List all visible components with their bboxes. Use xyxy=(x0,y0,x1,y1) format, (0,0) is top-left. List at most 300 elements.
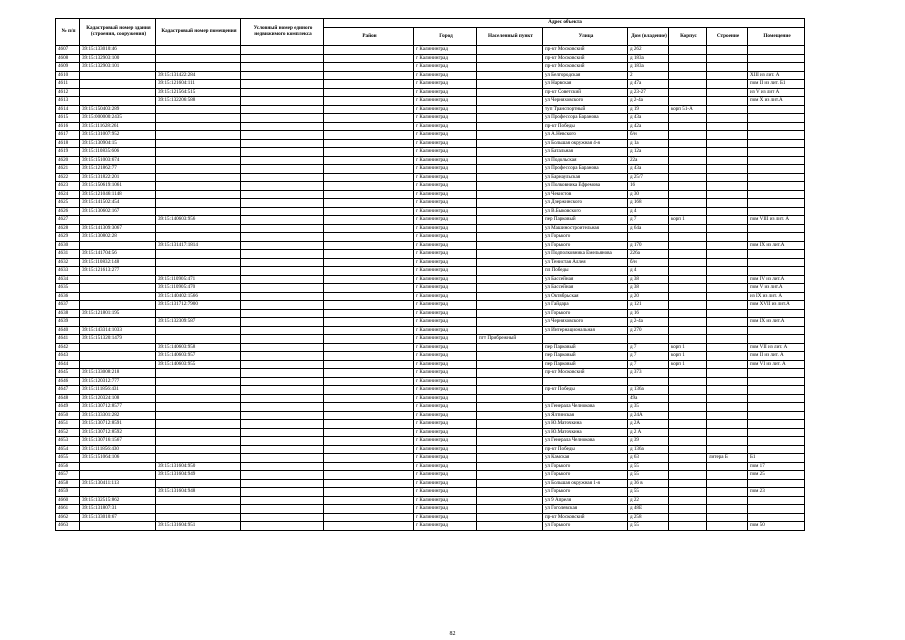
korpus-cell: корп 1 xyxy=(669,216,707,225)
cadastral-building-cell: 39:15:121801:195 xyxy=(80,309,156,318)
city-cell: г Калининград xyxy=(414,377,477,386)
header-korpus: Корпус xyxy=(669,28,707,46)
table-row xyxy=(56,199,805,208)
building-cell xyxy=(707,411,748,420)
premises-cell: Б1 xyxy=(748,454,805,463)
district-cell xyxy=(324,454,414,463)
house-cell: д 7 xyxy=(628,343,669,352)
district-cell xyxy=(324,437,414,446)
cadastral-building-cell: 39:15:120312:777 xyxy=(80,377,156,386)
house-cell: д 4 xyxy=(628,207,669,216)
locality-cell xyxy=(477,513,543,522)
street-cell: ул Интернациональная xyxy=(543,326,628,335)
cadastral-premises-cell xyxy=(156,369,241,378)
cadastral-building-cell: 39:15:150403:289 xyxy=(80,105,156,114)
cadastral-premises-cell xyxy=(156,122,241,131)
premises-cell: пом II из лит. А xyxy=(748,352,805,361)
cadastral-premises-cell xyxy=(156,335,241,344)
building-cell xyxy=(707,386,748,395)
street-cell: пр-кт Победы xyxy=(543,386,628,395)
table-row xyxy=(56,437,805,446)
cadastral-building-cell xyxy=(80,301,156,310)
row-number-cell: 4629 xyxy=(56,233,80,242)
cadastral-premises-cell: 39:15:132309:587 xyxy=(156,318,241,327)
table-row xyxy=(56,386,805,395)
locality-cell xyxy=(477,386,543,395)
korpus-cell xyxy=(669,233,707,242)
cadastral-premises-cell xyxy=(156,46,241,55)
premises-cell: XIII из лит. А xyxy=(748,71,805,80)
cadastral-building-cell: 39:15:111856:430 xyxy=(80,445,156,454)
house-cell: д 373 xyxy=(628,369,669,378)
house-cell xyxy=(628,377,669,386)
building-cell xyxy=(707,403,748,412)
city-cell: г Калининград xyxy=(414,301,477,310)
table-row xyxy=(56,284,805,293)
locality-cell xyxy=(477,394,543,403)
street-cell: пр-кт Московский xyxy=(543,46,628,55)
district-cell xyxy=(324,207,414,216)
conditional-complex-cell xyxy=(241,250,324,259)
district-cell xyxy=(324,139,414,148)
city-cell: г Калининград xyxy=(414,122,477,131)
district-cell xyxy=(324,114,414,123)
house-cell: д 20 xyxy=(628,292,669,301)
row-number-cell: 4657 xyxy=(56,471,80,480)
house-cell: д 43а xyxy=(628,165,669,174)
conditional-complex-cell xyxy=(241,63,324,72)
row-number-cell: 4616 xyxy=(56,122,80,131)
table-row xyxy=(56,462,805,471)
table-row xyxy=(56,428,805,437)
premises-cell xyxy=(748,148,805,157)
row-number-cell: 4655 xyxy=(56,454,80,463)
district-cell xyxy=(324,394,414,403)
row-number-cell: 4628 xyxy=(56,224,80,233)
house-cell: д 7 xyxy=(628,216,669,225)
conditional-complex-cell xyxy=(241,199,324,208)
district-cell xyxy=(324,105,414,114)
cadastral-premises-cell xyxy=(156,403,241,412)
row-number-cell: 4651 xyxy=(56,420,80,429)
table-row xyxy=(56,88,805,97)
cadastral-building-cell: 39:15:130802:28 xyxy=(80,233,156,242)
row-number-cell: 4645 xyxy=(56,369,80,378)
table-row xyxy=(56,301,805,310)
conditional-complex-cell xyxy=(241,275,324,284)
house-cell: д 262 xyxy=(628,46,669,55)
district-cell xyxy=(324,369,414,378)
building-cell xyxy=(707,428,748,437)
row-number-cell: 4640 xyxy=(56,326,80,335)
conditional-complex-cell xyxy=(241,462,324,471)
cadastral-building-cell xyxy=(80,88,156,97)
table-row xyxy=(56,479,805,488)
city-cell: г Калининград xyxy=(414,326,477,335)
district-cell xyxy=(324,88,414,97)
conditional-complex-cell xyxy=(241,377,324,386)
korpus-cell xyxy=(669,411,707,420)
district-cell xyxy=(324,292,414,301)
korpus-cell: корп 51-А xyxy=(669,105,707,114)
premises-cell: пом II из лит. Б1 xyxy=(748,80,805,89)
district-cell xyxy=(324,488,414,497)
premises-cell xyxy=(748,46,805,55)
district-cell xyxy=(324,233,414,242)
locality-cell xyxy=(477,165,543,174)
premises-cell xyxy=(748,182,805,191)
cadastral-building-cell: 39:15:143314:1033 xyxy=(80,326,156,335)
conditional-complex-cell xyxy=(241,258,324,267)
cadastral-building-cell xyxy=(80,97,156,106)
header-cadastral-building: Кадастровый номер здания (строения, сооружения) xyxy=(80,19,156,46)
locality-cell xyxy=(477,173,543,182)
table-row xyxy=(56,207,805,216)
conditional-complex-cell xyxy=(241,46,324,55)
district-cell xyxy=(324,352,414,361)
city-cell: г Калининград xyxy=(414,411,477,420)
row-number-cell: 4641 xyxy=(56,335,80,344)
city-cell: г Калининград xyxy=(414,148,477,157)
cadastral-premises-cell xyxy=(156,165,241,174)
city-cell: г Калининград xyxy=(414,267,477,276)
row-number-cell: 4636 xyxy=(56,292,80,301)
locality-cell xyxy=(477,403,543,412)
korpus-cell xyxy=(669,71,707,80)
city-cell: г Калининград xyxy=(414,284,477,293)
street-cell: ул В.Быковского xyxy=(543,207,628,216)
street-cell: ул 9 Апреля xyxy=(543,496,628,505)
cadastral-building-cell xyxy=(80,241,156,250)
city-cell: г Калининград xyxy=(414,488,477,497)
cadastral-premises-cell: 39:15:121604:111 xyxy=(156,80,241,89)
conditional-complex-cell xyxy=(241,479,324,488)
street-cell: ул Черняховского xyxy=(543,97,628,106)
locality-cell xyxy=(477,224,543,233)
cadastral-premises-cell xyxy=(156,411,241,420)
korpus-cell: корп 1 xyxy=(669,360,707,369)
cadastral-building-cell: 39:15:132515:862 xyxy=(80,496,156,505)
table-row xyxy=(56,258,805,267)
korpus-cell xyxy=(669,224,707,233)
row-number-cell: 4609 xyxy=(56,63,80,72)
conditional-complex-cell xyxy=(241,513,324,522)
conditional-complex-cell xyxy=(241,97,324,106)
conditional-complex-cell xyxy=(241,284,324,293)
house-cell: д 23-27 xyxy=(628,88,669,97)
house-cell: д 16 xyxy=(628,309,669,318)
house-cell: д 48Е xyxy=(628,505,669,514)
street-cell xyxy=(543,394,628,403)
district-cell xyxy=(324,377,414,386)
cadastral-premises-cell xyxy=(156,207,241,216)
district-cell xyxy=(324,71,414,80)
korpus-cell xyxy=(669,318,707,327)
row-number-cell: 4632 xyxy=(56,258,80,267)
korpus-cell xyxy=(669,275,707,284)
header-cadastral-premises: Кадастровый номер помещения xyxy=(156,19,241,46)
building-cell: литера Б xyxy=(707,454,748,463)
city-cell: г Калининград xyxy=(414,360,477,369)
korpus-cell xyxy=(669,190,707,199)
row-number-cell: 4643 xyxy=(56,352,80,361)
street-cell: пр-кт Московский xyxy=(543,369,628,378)
district-cell xyxy=(324,522,414,531)
premises-cell xyxy=(748,309,805,318)
korpus-cell xyxy=(669,114,707,123)
row-number-cell: 4612 xyxy=(56,88,80,97)
house-cell: б/н xyxy=(628,258,669,267)
premises-cell: пом IX из лит.А xyxy=(748,318,805,327)
cadastral-premises-cell: 39:15:131604:951 xyxy=(156,522,241,531)
cadastral-premises-cell xyxy=(156,233,241,242)
city-cell: г Калининград xyxy=(414,190,477,199)
street-cell: ул Машиностроительная xyxy=(543,224,628,233)
korpus-cell xyxy=(669,241,707,250)
table-row xyxy=(56,241,805,250)
row-number-cell: 4652 xyxy=(56,428,80,437)
house-cell: д 38 xyxy=(628,284,669,293)
cadastral-building-cell: 39:15:111628:261 xyxy=(80,122,156,131)
building-cell xyxy=(707,199,748,208)
conditional-complex-cell xyxy=(241,386,324,395)
locality-cell xyxy=(477,437,543,446)
table-row xyxy=(56,318,805,327)
korpus-cell: корп 1 xyxy=(669,352,707,361)
building-cell xyxy=(707,471,748,480)
building-cell xyxy=(707,173,748,182)
premises-cell xyxy=(748,139,805,148)
table-row xyxy=(56,335,805,344)
table-row xyxy=(56,224,805,233)
city-cell: г Калининград xyxy=(414,403,477,412)
korpus-cell xyxy=(669,471,707,480)
city-cell: г Калининград xyxy=(414,335,477,344)
conditional-complex-cell xyxy=(241,335,324,344)
korpus-cell xyxy=(669,199,707,208)
row-number-cell: 4617 xyxy=(56,131,80,140)
building-cell xyxy=(707,148,748,157)
street-cell: ул Гоголевская xyxy=(543,505,628,514)
district-cell xyxy=(324,54,414,63)
street-cell: ул Белгородская xyxy=(543,71,628,80)
cadastral-building-cell xyxy=(80,71,156,80)
conditional-complex-cell xyxy=(241,428,324,437)
row-number-cell: 4653 xyxy=(56,437,80,446)
building-cell xyxy=(707,122,748,131)
row-number-cell: 4627 xyxy=(56,216,80,225)
street-cell: ул Ю.Маточкина xyxy=(543,420,628,429)
street-cell: ул Нарвская xyxy=(543,80,628,89)
korpus-cell xyxy=(669,335,707,344)
cadastral-premises-cell xyxy=(156,173,241,182)
district-cell xyxy=(324,173,414,182)
korpus-cell xyxy=(669,428,707,437)
district-cell xyxy=(324,156,414,165)
cadastral-building-cell xyxy=(80,471,156,480)
korpus-cell xyxy=(669,165,707,174)
house-cell: д 136а xyxy=(628,386,669,395)
district-cell xyxy=(324,267,414,276)
premises-cell xyxy=(748,420,805,429)
house-cell: д 270 xyxy=(628,326,669,335)
conditional-complex-cell xyxy=(241,156,324,165)
korpus-cell xyxy=(669,301,707,310)
table-row xyxy=(56,233,805,242)
city-cell: г Калининград xyxy=(414,428,477,437)
district-cell xyxy=(324,335,414,344)
cadastral-premises-cell xyxy=(156,428,241,437)
row-number-cell: 4661 xyxy=(56,505,80,514)
locality-cell xyxy=(477,97,543,106)
locality-cell xyxy=(477,63,543,72)
city-cell: г Калининград xyxy=(414,437,477,446)
locality-cell xyxy=(477,471,543,480)
street-cell: пр-кт Советский xyxy=(543,88,628,97)
cadastral-building-cell: 39:15:120324:108 xyxy=(80,394,156,403)
street-cell: ул Гайдара xyxy=(543,301,628,310)
building-cell xyxy=(707,445,748,454)
district-cell xyxy=(324,343,414,352)
conditional-complex-cell xyxy=(241,224,324,233)
city-cell: г Калининград xyxy=(414,479,477,488)
table-row xyxy=(56,105,805,114)
row-number-cell: 4650 xyxy=(56,411,80,420)
street-cell: ул Горького xyxy=(543,488,628,497)
premises-cell xyxy=(748,250,805,259)
cadastral-building-cell: 39:15:131822:201 xyxy=(80,173,156,182)
row-number-cell: 4635 xyxy=(56,284,80,293)
row-number-cell: 4644 xyxy=(56,360,80,369)
building-cell xyxy=(707,369,748,378)
district-cell xyxy=(324,471,414,480)
district-cell xyxy=(324,428,414,437)
conditional-complex-cell xyxy=(241,360,324,369)
street-cell: пер Парковый xyxy=(543,360,628,369)
premises-cell xyxy=(748,513,805,522)
district-cell xyxy=(324,199,414,208)
cadastral-building-cell xyxy=(80,462,156,471)
house-cell: д 39 xyxy=(628,437,669,446)
table-row xyxy=(56,80,805,89)
premises-cell xyxy=(748,173,805,182)
house-cell: д 55 xyxy=(628,522,669,531)
house-cell xyxy=(628,335,669,344)
cadastral-premises-cell: 39:15:131604:948 xyxy=(156,488,241,497)
house-cell: 16 xyxy=(628,182,669,191)
building-cell xyxy=(707,241,748,250)
cadastral-building-cell xyxy=(80,275,156,284)
table-row xyxy=(56,522,805,531)
building-cell xyxy=(707,207,748,216)
korpus-cell xyxy=(669,258,707,267)
building-cell xyxy=(707,131,748,140)
cadastral-premises-cell: 39:15:140603:957 xyxy=(156,352,241,361)
table-row xyxy=(56,360,805,369)
korpus-cell xyxy=(669,326,707,335)
conditional-complex-cell xyxy=(241,173,324,182)
locality-cell xyxy=(477,182,543,191)
table-row xyxy=(56,394,805,403)
building-cell xyxy=(707,394,748,403)
city-cell: г Калининград xyxy=(414,471,477,480)
locality-cell xyxy=(477,241,543,250)
table-row xyxy=(56,46,805,55)
house-cell: д 30 xyxy=(628,190,669,199)
premises-cell xyxy=(748,377,805,386)
table-row xyxy=(56,122,805,131)
district-cell xyxy=(324,411,414,420)
locality-cell xyxy=(477,411,543,420)
street-cell: пер Парковый xyxy=(543,216,628,225)
locality-cell xyxy=(477,207,543,216)
conditional-complex-cell xyxy=(241,131,324,140)
street-cell: ул Профессора Баранова xyxy=(543,114,628,123)
locality-cell xyxy=(477,309,543,318)
header-street: Улица xyxy=(543,28,628,46)
locality-cell xyxy=(477,318,543,327)
cadastral-premises-cell xyxy=(156,148,241,157)
korpus-cell xyxy=(669,462,707,471)
premises-cell xyxy=(748,207,805,216)
table-row xyxy=(56,267,805,276)
cadastral-premises-cell xyxy=(156,394,241,403)
cadastral-premises-cell xyxy=(156,309,241,318)
premises-cell: пом VII из лит. А xyxy=(748,343,805,352)
house-cell: д 2А xyxy=(628,420,669,429)
building-cell xyxy=(707,284,748,293)
cadastral-premises-cell: 39:15:140402:1566 xyxy=(156,292,241,301)
table-row xyxy=(56,216,805,225)
row-number-cell: 4607 xyxy=(56,46,80,55)
district-cell xyxy=(324,241,414,250)
premises-cell xyxy=(748,437,805,446)
house-cell: д 35 xyxy=(628,403,669,412)
district-cell xyxy=(324,284,414,293)
district-cell xyxy=(324,250,414,259)
street-cell: ул Профессора Баранова xyxy=(543,165,628,174)
locality-cell xyxy=(477,454,543,463)
locality-cell xyxy=(477,258,543,267)
street-cell: ул Горького xyxy=(543,309,628,318)
cadastral-premises-cell: 39:15:131604:949 xyxy=(156,471,241,480)
cadastral-building-cell: 39:15:130712:8591 xyxy=(80,420,156,429)
building-cell xyxy=(707,360,748,369)
building-cell xyxy=(707,216,748,225)
cadastral-building-cell: 39:15:121862:77 xyxy=(80,165,156,174)
street-cell: ул Большая окружная 1-я xyxy=(543,479,628,488)
building-cell xyxy=(707,352,748,361)
house-cell: д 170 xyxy=(628,241,669,250)
conditional-complex-cell xyxy=(241,420,324,429)
premises-cell: пом 17 xyxy=(748,462,805,471)
table-row xyxy=(56,54,805,63)
cadastral-premises-cell xyxy=(156,190,241,199)
street-cell: пр-кт Московский xyxy=(543,54,628,63)
conditional-complex-cell xyxy=(241,454,324,463)
house-cell: д 121 xyxy=(628,301,669,310)
city-cell: г Калининград xyxy=(414,352,477,361)
house-cell: д 55 xyxy=(628,488,669,497)
house-cell: 2 xyxy=(628,71,669,80)
locality-cell xyxy=(477,80,543,89)
building-cell xyxy=(707,267,748,276)
cadastral-building-cell: 39:15:121046:1148 xyxy=(80,190,156,199)
district-cell xyxy=(324,505,414,514)
premises-cell: пом 50 xyxy=(748,522,805,531)
street-cell: ул Чекистов xyxy=(543,190,628,199)
korpus-cell xyxy=(669,54,707,63)
